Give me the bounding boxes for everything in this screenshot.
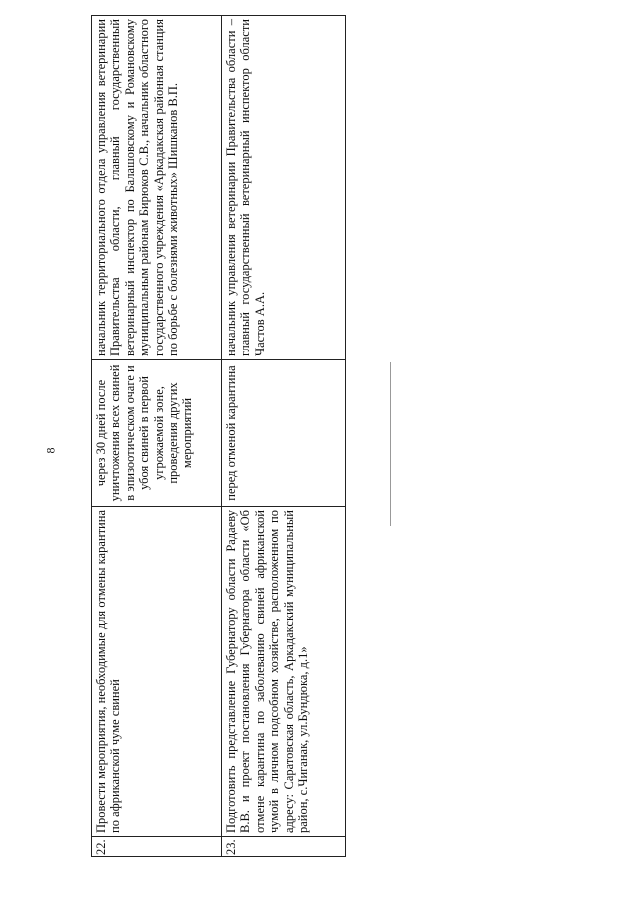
measures-table xyxy=(91,15,346,857)
task-cell: Подготовить представление Губернатору области Радаеву В.В. и проект постановления Губернатора области «Об отмене карантина по заболеванию свиней африканской чумой в личном подсобном хозяйстве, расположенном по адресу: Саратовская область, Аркадакский муниципальный район, с.Чиганак, ул.Бундюка, д.1» xyxy=(222,507,346,837)
row-number: 23. xyxy=(222,837,346,857)
responsible-cell: начальник территориального отдела управления ветеринарии Правительства области, главный государственный ветеринарный инспектор по Балашовскому и Романовскому муниципальным районам Бирюков С.В., начальник областного государственного учреждения «Аркадакская районная станция по борьбе с болезнями животных» Шишканов В.П. xyxy=(92,16,222,360)
table-row xyxy=(222,16,346,857)
table-container xyxy=(91,20,345,857)
page-number: 8 xyxy=(43,447,58,454)
responsible-cell: начальник управления ветеринарии Правительства области – главный государственный ветеринарный инспектор области Частов А.А. xyxy=(222,16,346,360)
task-cell: Провести мероприятия, необходимые для отмены карантина по африканской чуме свиней xyxy=(92,507,222,837)
table-row xyxy=(92,16,222,857)
row-number: 22. xyxy=(92,837,222,857)
deadline-cell: через 30 дней после уничтожения всех свиней в эпизоотическом очаге и убоя свиней в первой угрожаемой зоне, проведения других мероприятий xyxy=(92,360,222,507)
rotated-table-wrapper xyxy=(91,20,345,857)
separator-line xyxy=(390,362,391,526)
deadline-cell: перед отменой карантина xyxy=(222,360,346,507)
